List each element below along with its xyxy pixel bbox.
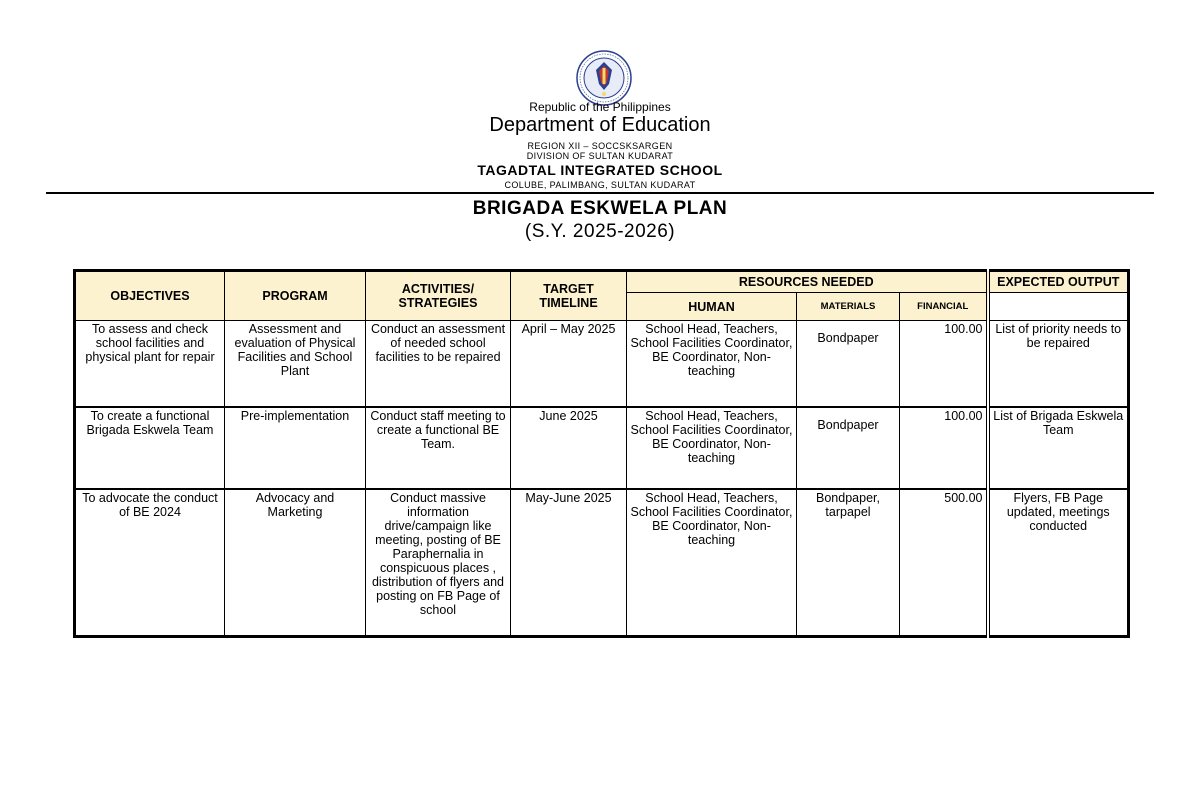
school-address: COLUBE, PALIMBANG, SULTAN KUDARAT xyxy=(504,180,696,190)
header-human: HUMAN xyxy=(627,293,797,321)
financial-cell: 100.00 xyxy=(900,321,988,407)
header-resources: RESOURCES NEEDED xyxy=(627,271,988,293)
program-cell: Pre-implementation xyxy=(225,407,366,489)
table-row xyxy=(75,489,1129,637)
financial-cell: 100.00 xyxy=(900,407,988,489)
activity-cell: Conduct an assessment of needed school facilities to be repaired xyxy=(366,321,511,407)
materials-cell: Bondpaper xyxy=(797,321,900,407)
brigada-plan-table xyxy=(73,269,1130,638)
timeline-cell: May-June 2025 xyxy=(511,489,627,637)
plan-title: BRIGADA ESKWELA PLAN xyxy=(472,198,728,219)
expected-output-cell: Flyers, FB Page updated, meetings conducted xyxy=(988,489,1129,637)
timeline-cell: June 2025 xyxy=(511,407,627,489)
timeline-cell: April – May 2025 xyxy=(511,321,627,407)
materials-cell: Bondpaper, tarpapel xyxy=(797,489,900,637)
expected-output-cell: List of priority needs to be repaired xyxy=(988,321,1129,407)
expected-output-cell: List of Brigada Eskwela Team xyxy=(988,407,1129,489)
header-materials: MATERIALS xyxy=(797,293,900,321)
school-name: TAGADTAL INTEGRATED SCHOOL xyxy=(477,162,723,178)
header-program: PROGRAM xyxy=(225,271,366,321)
table-row xyxy=(75,407,1129,489)
financial-cell: 500.00 xyxy=(900,489,988,637)
school-year: (S.Y. 2025-2026) xyxy=(524,221,676,242)
header-financial: FINANCIAL xyxy=(900,293,988,321)
division-label: DIVISION OF SULTAN KUDARAT xyxy=(526,151,674,161)
activity-cell: Conduct staff meeting to create a functional BE Team. xyxy=(366,407,511,489)
program-cell: Advocacy and Marketing xyxy=(225,489,366,637)
objective-cell: To advocate the conduct of BE 2024 xyxy=(75,489,225,637)
human-resources-cell: School Head, Teachers, School Facilities Coordinator, BE Coordinator, Non-teaching xyxy=(627,321,797,407)
republic-label: Republic of the Philippines xyxy=(529,100,671,114)
human-resources-cell: School Head, Teachers, School Facilities Coordinator, BE Coordinator, Non-teaching xyxy=(627,407,797,489)
human-resources-cell: School Head, Teachers, School Facilities Coordinator, BE Coordinator, Non-teaching xyxy=(627,489,797,637)
objective-cell: To create a functional Brigada Eskwela Team xyxy=(75,407,225,489)
deped-seal-logo xyxy=(576,50,632,106)
table-row xyxy=(75,321,1129,407)
activity-cell: Conduct massive information drive/campaign like meeting, posting of BE Paraphernalia in conspicuous places , distribution of flyers and posting on FB Page of school xyxy=(366,489,511,637)
objective-cell: To assess and check school facilities and physical plant for repair xyxy=(75,321,225,407)
region-label: REGION XII – SOCCSKSARGEN xyxy=(527,141,673,151)
program-cell: Assessment and evaluation of Physical Facilities and School Plant xyxy=(225,321,366,407)
header-timeline: TARGET TIMELINE xyxy=(511,271,627,321)
department-name: Department of Education xyxy=(489,114,711,136)
materials-cell: Bondpaper xyxy=(797,407,900,489)
header-expected-output: EXPECTED OUTPUT xyxy=(988,271,1129,293)
header-objectives: OBJECTIVES xyxy=(75,271,225,321)
header-output-blank xyxy=(988,293,1129,321)
header-divider xyxy=(46,192,1154,194)
header-activities: ACTIVITIES/ STRATEGIES xyxy=(366,271,511,321)
